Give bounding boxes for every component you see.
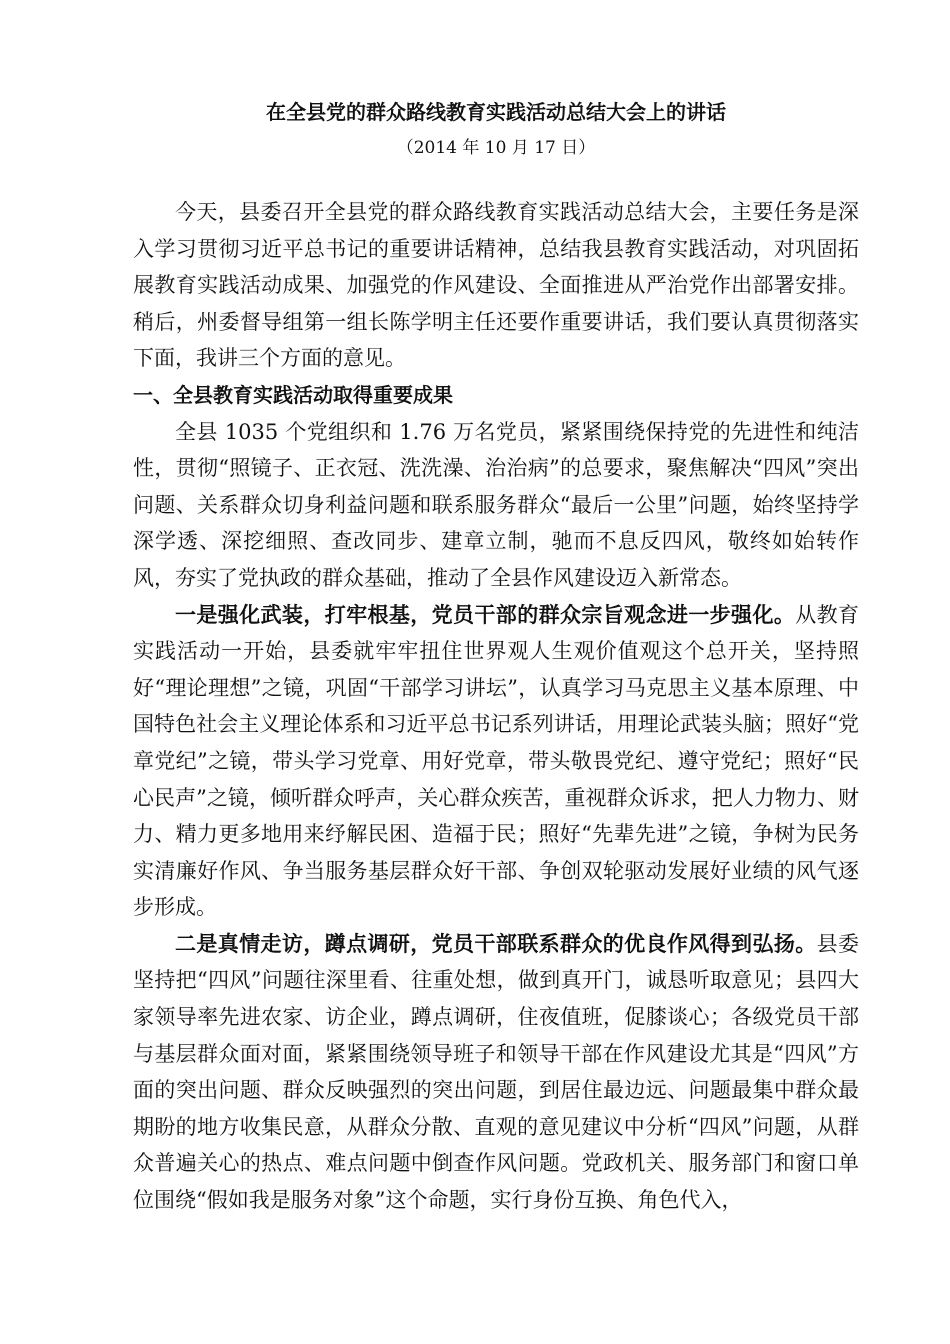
document-body <box>133 194 859 1219</box>
intro-paragraph: 今天，县委召开全县党的群众路线教育实践活动总结大会，主要任务是深入学习贯彻习近平总书记的重要讲话精神，总结我县教育实践活动，对巩固拓展教育实践活动成果、加强党的作风建设、全面推进从严治党作出部署安排。稍后，州委督导组第一组长陈学明主任还要作重要讲话，我们要认真贯彻落实下面，我讲三个方面的意见。 <box>133 200 859 371</box>
point-one-lead: 一是强化武装，打牢根基，党员干部的群众宗旨观念进一步强化。 <box>175 601 796 627</box>
document-title: 在全县党的群众路线教育实践活动总结大会上的讲话 <box>266 100 726 124</box>
document-page <box>133 96 859 1219</box>
point-two-text: 县委坚持把“四风”问题往深里看、往重处想，做到真开门，诚恳听取意见；县四大家领导率先进农家、访企业，蹲点调研，住夜值班，促膝谈心；各级党员干部与基层群众面对面，紧紧围绕领导班子和领导干部在作风建设尤其是“四风”方面的突出问题、群众反映强烈的突出问题，到居住最边远、问题最集中群众最期盼的地方收集民意，从群众分散、直观的意见建议中分析“四风”问题，从群众普遍关心的热点、难点问题中倒查作风问题。党政机关、服务部门和窗口单位围绕“假如我是服务对象”这个命题，实行身份互换、角色代入， <box>133 931 860 1213</box>
section-heading: 一、全县教育实践活动取得重要成果 <box>133 382 453 407</box>
point-one-paragraph <box>133 597 859 926</box>
section-paragraph: 全县 1035 个党组织和 1.76 万名党员，紧紧围绕保持党的先进性和纯洁性，贯彻“照镜子、正衣冠、洗洗澡、治治病”的总要求，聚焦解决“四风”突出问题、关系群众切身利益问题和联系服务群众“最后一公里”问题，始终坚持学深学透、深挖细照、查改同步、建章立制，驰而不息反四风，敬终如始转作风，夯实了党执政的群众基础，推动了全县作风建设迈入新常态。 <box>133 419 859 590</box>
point-two-lead: 二是真情走访，蹲点调研，党员干部联系群众的优良作风得到弘扬。 <box>175 930 817 956</box>
document-date: （2014 年 10 月 17 日） <box>396 138 596 158</box>
point-two-paragraph <box>133 926 859 1219</box>
point-one-text: 从教育实践活动一开始，县委就牢牢扭住世界观人生观价值观这个总开关，坚持照好“理论理想”之镜，巩固“干部学习讲坛”，认真学习马克思主义基本原理、中国特色社会主义理论体系和习近平总书记系列讲话，用理论武装头脑；照好“党章党纪”之镜，带头学习党章、用好党章，带头敬畏党纪、遵守党纪；照好“民心民声”之镜，倾听群众呼声，关心群众疾苦，重视群众诉求，把人力物力、财力、精力更多地用来纾解民困、造福于民；照好“先辈先进”之镜，争树为民务实清廉好作风、争当服务基层群众好干部、争创双轮驱动发展好业绩的风气逐步形成。 <box>133 602 860 920</box>
